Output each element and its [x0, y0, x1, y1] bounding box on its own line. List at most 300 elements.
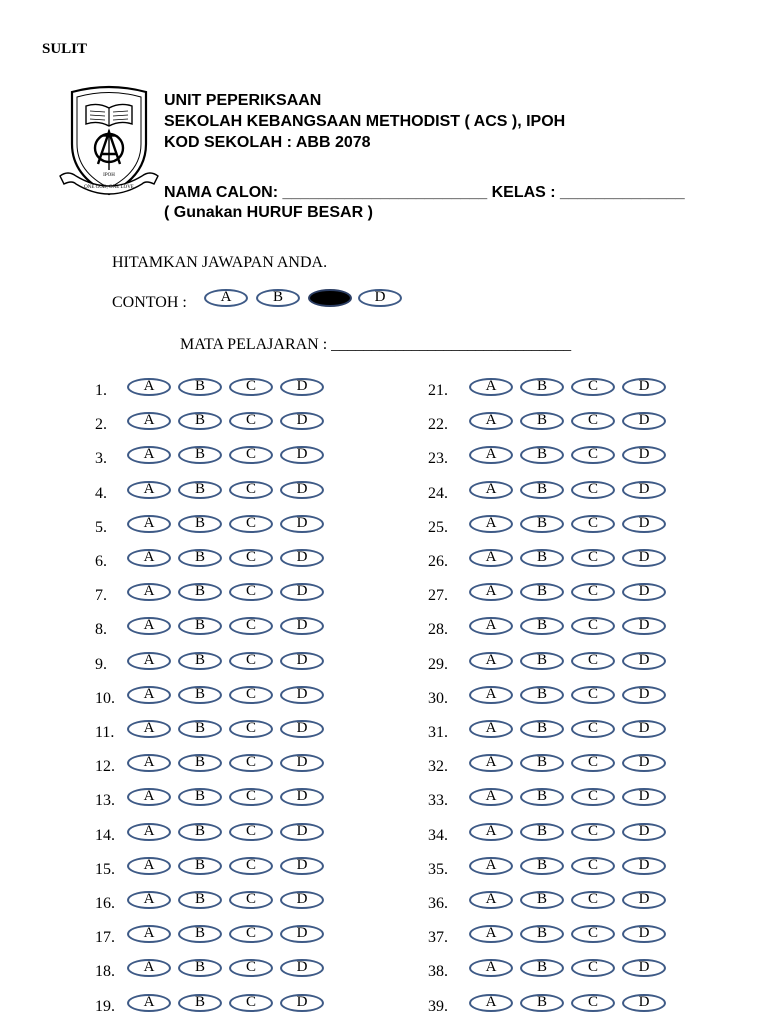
answer-bubble-b[interactable]	[178, 652, 222, 670]
answer-bubble-a[interactable]	[469, 720, 513, 738]
question-number: 23.	[428, 450, 448, 468]
answer-bubble-c[interactable]	[229, 925, 273, 943]
answer-bubble-label: D	[638, 651, 650, 668]
answer-bubble-b[interactable]	[520, 378, 564, 396]
answer-bubble-label: C	[245, 822, 256, 839]
answer-bubble-a[interactable]	[127, 412, 171, 430]
answer-bubble-a[interactable]	[469, 446, 513, 464]
answer-bubble-c[interactable]	[571, 446, 615, 464]
answer-bubble-label: B	[536, 822, 547, 839]
answer-bubble-label: C	[245, 788, 256, 805]
answer-bubble-label: B	[536, 720, 547, 736]
answer-bubble-label: A	[485, 925, 497, 942]
answer-bubble-c[interactable]	[571, 515, 615, 533]
answer-bubble-c[interactable]	[229, 617, 273, 635]
answer-bubble-c[interactable]	[571, 686, 615, 704]
answer-bubble-c[interactable]	[571, 549, 615, 567]
answer-bubble-d[interactable]	[622, 515, 666, 533]
question-number: 35.	[428, 860, 448, 878]
answer-bubble-label: D	[638, 754, 650, 771]
answer-bubble-c[interactable]	[229, 686, 273, 704]
answer-bubble-d[interactable]	[622, 378, 666, 396]
answer-bubble-b[interactable]	[520, 617, 564, 635]
answer-bubble-c[interactable]	[229, 583, 273, 601]
candidate-name-class-line[interactable]: NAMA CALON: _______________________ KELAS : ______________	[164, 184, 685, 201]
answer-bubble-label: D	[296, 446, 308, 463]
answer-bubble-c[interactable]	[571, 481, 615, 499]
answer-bubble-label: A	[485, 549, 497, 565]
answer-bubble-label: A	[143, 412, 155, 429]
answer-bubble-b[interactable]	[178, 686, 222, 704]
answer-bubble-label: A	[143, 856, 155, 873]
answer-bubble-c[interactable]	[229, 994, 273, 1012]
answer-bubble-b[interactable]	[178, 412, 222, 430]
answer-bubble-a[interactable]	[469, 378, 513, 396]
school-crest-logo	[58, 84, 160, 202]
question-number: 10.	[95, 689, 115, 707]
answer-bubble-label: A	[485, 446, 497, 463]
answer-bubble-d[interactable]	[622, 412, 666, 430]
question-number: 29.	[428, 655, 448, 673]
answer-bubble-c[interactable]	[571, 754, 615, 772]
answer-bubble-d[interactable]	[622, 549, 666, 567]
answer-bubble-label: C	[245, 617, 256, 634]
question-number: 14.	[95, 826, 115, 844]
answer-bubble-a[interactable]	[469, 891, 513, 909]
answer-bubble-d[interactable]	[280, 891, 324, 909]
answer-bubble-d[interactable]	[280, 925, 324, 943]
answer-bubble-d[interactable]	[622, 925, 666, 943]
answer-bubble-label: B	[536, 685, 547, 702]
answer-bubble-c[interactable]	[229, 481, 273, 499]
answer-bubble-b[interactable]	[520, 788, 564, 806]
answer-bubble-b[interactable]	[178, 788, 222, 806]
answer-bubble-label: D	[638, 788, 650, 805]
answer-bubble-c[interactable]	[229, 412, 273, 430]
answer-bubble-label: D	[296, 993, 308, 1010]
answer-bubble-a[interactable]	[127, 959, 171, 977]
answer-bubble-label: D	[638, 891, 650, 907]
answer-bubble-a[interactable]	[127, 891, 171, 909]
answer-bubble-label: A	[143, 617, 155, 634]
answer-bubble-label: C	[245, 685, 256, 702]
answer-bubble-label: C	[587, 480, 598, 497]
answer-bubble-label: A	[143, 446, 155, 463]
question-number: 1.	[95, 382, 107, 399]
answer-bubble-label: C	[245, 583, 256, 600]
answer-bubble-a[interactable]	[127, 925, 171, 943]
answer-bubble-label: C	[245, 651, 256, 668]
answer-bubble-b[interactable]	[520, 583, 564, 601]
answer-bubble-label: D	[638, 412, 650, 429]
answer-bubble-a[interactable]	[469, 652, 513, 670]
answer-bubble-d[interactable]	[280, 754, 324, 772]
answer-bubble-label: D	[296, 891, 308, 907]
question-number: 28.	[428, 621, 448, 639]
answer-bubble-d[interactable]	[280, 412, 324, 430]
answer-bubble-label: A	[143, 480, 155, 497]
answer-bubble-c[interactable]	[229, 754, 273, 772]
answer-bubble-label: C	[587, 754, 598, 771]
answer-bubble-d[interactable]	[622, 857, 666, 875]
answer-bubble-label: D	[638, 993, 650, 1010]
answer-bubble-a[interactable]	[127, 481, 171, 499]
answer-bubble-c[interactable]	[571, 720, 615, 738]
answer-bubble-label: C	[587, 583, 598, 600]
answer-bubble-c[interactable]	[229, 823, 273, 841]
answer-bubble-b[interactable]	[178, 857, 222, 875]
answer-bubble-c[interactable]	[571, 994, 615, 1012]
answer-bubble-a[interactable]	[127, 446, 171, 464]
answer-bubble-label: C	[587, 891, 598, 907]
answer-bubble-label: B	[194, 514, 205, 531]
answer-bubble-a[interactable]	[127, 823, 171, 841]
answer-bubble-a[interactable]	[127, 686, 171, 704]
answer-bubble-d[interactable]	[622, 891, 666, 909]
answer-bubble-label: B	[194, 754, 205, 771]
answer-bubble-label: A	[143, 378, 155, 394]
answer-bubble-a[interactable]	[469, 754, 513, 772]
example-bubble-row	[204, 289, 404, 311]
answer-bubble-label: A	[485, 480, 497, 497]
answer-bubble-d[interactable]	[280, 788, 324, 806]
answer-bubble-a[interactable]	[469, 617, 513, 635]
answer-bubble-label: A	[485, 891, 497, 907]
answer-bubble-d[interactable]	[280, 823, 324, 841]
answer-bubble-b[interactable]	[178, 515, 222, 533]
answer-bubble-label: C	[245, 925, 256, 942]
answer-bubble-label: D	[296, 617, 308, 634]
question-number: 4.	[95, 484, 107, 502]
answer-bubble-label: C	[245, 993, 256, 1010]
question-number: 33.	[428, 792, 448, 810]
question-number: 6.	[95, 553, 107, 570]
answer-bubble-c[interactable]	[571, 788, 615, 806]
answer-bubble-label: A	[485, 993, 497, 1010]
answer-bubble-c[interactable]	[229, 720, 273, 738]
answer-bubble-b[interactable]	[520, 994, 564, 1012]
answer-bubble-c[interactable]	[229, 652, 273, 670]
answer-bubble-b[interactable]	[178, 994, 222, 1012]
answer-bubble-c[interactable]	[229, 549, 273, 567]
answer-bubble-label: B	[194, 651, 205, 668]
answer-bubble-b[interactable]	[520, 925, 564, 943]
answer-bubble-label: A	[143, 549, 155, 565]
answer-bubble-d[interactable]	[280, 481, 324, 499]
answer-bubble-label: A	[143, 993, 155, 1010]
answer-bubble-a[interactable]	[127, 549, 171, 567]
answer-bubble-b[interactable]	[178, 549, 222, 567]
answer-bubble-b[interactable]	[178, 617, 222, 635]
question-number: 34.	[428, 826, 448, 844]
answer-bubble-label: C	[245, 959, 256, 976]
example-bubble	[256, 289, 300, 307]
answer-bubble-label: B	[194, 583, 205, 600]
answer-bubble-a[interactable]	[127, 515, 171, 533]
answer-bubble-label: C	[245, 549, 256, 565]
answer-bubble-d[interactable]	[280, 857, 324, 875]
answer-bubble-label: D	[296, 514, 308, 531]
answer-bubble-a[interactable]	[469, 823, 513, 841]
answer-bubble-label: A	[485, 617, 497, 634]
question-number: 7.	[95, 587, 107, 605]
answer-bubble-label: C	[587, 822, 598, 839]
school-name: SEKOLAH KEBANGSAAN METHODIST ( ACS ), IPOH	[164, 113, 566, 130]
answer-bubble-label: A	[485, 378, 497, 394]
answer-bubble-label: D	[638, 480, 650, 497]
answer-bubble-b[interactable]	[178, 925, 222, 943]
answer-bubble-a[interactable]	[127, 994, 171, 1012]
answer-bubble-b[interactable]	[520, 857, 564, 875]
answer-bubble-d[interactable]	[280, 686, 324, 704]
answer-bubble-a[interactable]	[469, 515, 513, 533]
answer-bubble-b[interactable]	[520, 686, 564, 704]
answer-bubble-label: A	[143, 891, 155, 907]
answer-bubble-label: B	[194, 891, 205, 907]
answer-bubble-d[interactable]	[622, 652, 666, 670]
answer-bubble-d[interactable]	[280, 617, 324, 635]
answer-bubble-a[interactable]	[127, 857, 171, 875]
answer-bubble-d[interactable]	[280, 549, 324, 567]
answer-bubble-c[interactable]	[571, 652, 615, 670]
answer-bubble-c[interactable]	[229, 515, 273, 533]
answer-bubble-c[interactable]	[229, 378, 273, 396]
answer-bubble-label: B	[194, 720, 205, 736]
answer-bubble-label: C	[587, 856, 598, 873]
answer-bubble-label: B	[194, 378, 205, 394]
answer-bubble-d[interactable]	[280, 378, 324, 396]
question-number: 30.	[428, 689, 448, 707]
answer-bubble-c[interactable]	[229, 788, 273, 806]
question-number: 32.	[428, 758, 448, 776]
answer-bubble-b[interactable]	[178, 481, 222, 499]
answer-bubble-label: D	[638, 549, 650, 565]
answer-bubble-d[interactable]	[280, 583, 324, 601]
answer-bubble-label: A	[143, 959, 155, 976]
answer-bubble-a[interactable]	[127, 788, 171, 806]
answer-bubble-c[interactable]	[229, 959, 273, 977]
example-bubble-label: B	[272, 289, 283, 305]
answer-bubble-label: A	[485, 651, 497, 668]
answer-bubble-label: B	[194, 617, 205, 634]
answer-bubble-label: A	[485, 856, 497, 873]
answer-bubble-d[interactable]	[622, 788, 666, 806]
answer-bubble-d[interactable]	[280, 994, 324, 1012]
answer-bubble-b[interactable]	[520, 446, 564, 464]
answer-bubble-label: A	[143, 754, 155, 771]
answer-bubble-a[interactable]	[127, 583, 171, 601]
answer-bubble-d[interactable]	[280, 720, 324, 738]
answer-bubble-label: A	[485, 685, 497, 702]
answer-bubble-label: B	[536, 446, 547, 463]
answer-bubble-label: D	[296, 822, 308, 839]
question-number: 5.	[95, 518, 107, 536]
example-bubble-label: A	[220, 289, 232, 305]
school-code: KOD SEKOLAH : ABB 2078	[164, 134, 371, 151]
answer-bubble-d[interactable]	[622, 720, 666, 738]
answer-bubble-label: C	[245, 720, 256, 736]
answer-bubble-d[interactable]	[622, 617, 666, 635]
answer-bubble-c[interactable]	[571, 583, 615, 601]
answer-bubble-label: B	[194, 412, 205, 429]
answer-bubble-a[interactable]	[469, 925, 513, 943]
svg-text:ONE GOD, ONE LOVE: ONE GOD, ONE LOVE	[84, 185, 134, 190]
answer-bubble-b[interactable]	[520, 481, 564, 499]
answer-bubble-label: D	[296, 549, 308, 565]
example-bubble	[358, 289, 402, 307]
answer-bubble-d[interactable]	[280, 446, 324, 464]
question-number: 31.	[428, 724, 448, 741]
answer-bubble-label: B	[536, 788, 547, 805]
answer-bubble-c[interactable]	[571, 925, 615, 943]
answer-bubble-b[interactable]	[520, 412, 564, 430]
answer-bubble-d[interactable]	[280, 652, 324, 670]
answer-bubble-b[interactable]	[178, 823, 222, 841]
question-number: 24.	[428, 484, 448, 502]
answer-bubble-label: C	[587, 925, 598, 942]
answer-bubble-b[interactable]	[178, 720, 222, 738]
answer-bubble-a[interactable]	[469, 481, 513, 499]
answer-bubble-c[interactable]	[571, 823, 615, 841]
answer-bubble-b[interactable]	[520, 891, 564, 909]
question-number: 19.	[95, 997, 115, 1015]
answer-bubble-label: D	[296, 925, 308, 942]
answer-bubble-a[interactable]	[469, 857, 513, 875]
answer-bubble-d[interactable]	[622, 754, 666, 772]
answer-bubble-label: A	[143, 651, 155, 668]
answer-bubble-label: D	[638, 378, 650, 394]
answer-bubble-b[interactable]	[178, 446, 222, 464]
answer-bubble-label: A	[485, 583, 497, 600]
answer-bubble-b[interactable]	[178, 583, 222, 601]
answer-bubble-label: D	[638, 685, 650, 702]
answer-bubble-c[interactable]	[571, 378, 615, 396]
answer-bubble-d[interactable]	[622, 583, 666, 601]
answer-bubble-label: B	[536, 754, 547, 771]
answer-bubble-b[interactable]	[178, 378, 222, 396]
answer-bubble-label: D	[638, 856, 650, 873]
answer-bubble-label: A	[485, 788, 497, 805]
answer-bubble-c[interactable]	[571, 857, 615, 875]
answer-bubble-b[interactable]	[520, 959, 564, 977]
question-number: 15.	[95, 860, 115, 878]
answer-bubble-label: B	[536, 583, 547, 600]
example-bubble-label: D	[374, 289, 386, 305]
question-number: 8.	[95, 621, 107, 639]
answer-bubble-a[interactable]	[469, 549, 513, 567]
answer-bubble-d[interactable]	[622, 686, 666, 704]
answer-bubble-d[interactable]	[280, 959, 324, 977]
answer-bubble-label: D	[296, 651, 308, 668]
answer-bubble-label: C	[245, 412, 256, 429]
answer-bubble-a[interactable]	[127, 652, 171, 670]
answer-bubble-b[interactable]	[520, 720, 564, 738]
answer-bubble-c[interactable]	[229, 891, 273, 909]
answer-bubble-label: A	[143, 720, 155, 736]
answer-bubble-label: B	[194, 480, 205, 497]
answer-bubble-c[interactable]	[229, 857, 273, 875]
answer-bubble-c[interactable]	[571, 617, 615, 635]
answer-bubble-d[interactable]	[280, 515, 324, 533]
answer-bubble-label: A	[143, 822, 155, 839]
answer-bubble-d[interactable]	[622, 994, 666, 1012]
answer-bubble-b[interactable]	[520, 549, 564, 567]
answer-bubble-b[interactable]	[520, 823, 564, 841]
answer-bubble-d[interactable]	[622, 446, 666, 464]
answer-bubble-label: B	[194, 822, 205, 839]
answer-bubble-d[interactable]	[622, 823, 666, 841]
answer-bubble-label: D	[296, 583, 308, 600]
answer-bubble-label: D	[638, 514, 650, 531]
answer-bubble-label: C	[587, 651, 598, 668]
answer-bubble-b[interactable]	[520, 754, 564, 772]
answer-bubble-label: D	[296, 378, 308, 394]
answer-bubble-a[interactable]	[469, 788, 513, 806]
answer-bubble-label: B	[536, 514, 547, 531]
answer-bubble-a[interactable]	[469, 412, 513, 430]
answer-bubble-b[interactable]	[178, 959, 222, 977]
answer-bubble-b[interactable]	[520, 652, 564, 670]
answer-bubble-label: C	[587, 788, 598, 805]
answer-bubble-label: C	[587, 514, 598, 531]
answer-bubble-label: D	[296, 480, 308, 497]
answer-bubble-label: D	[296, 788, 308, 805]
example-bubble	[204, 289, 248, 307]
answer-bubble-c[interactable]	[229, 446, 273, 464]
answer-bubble-b[interactable]	[178, 754, 222, 772]
answer-bubble-a[interactable]	[469, 959, 513, 977]
answer-bubble-a[interactable]	[127, 617, 171, 635]
answer-bubble-c[interactable]	[571, 959, 615, 977]
answer-bubble-label: C	[587, 959, 598, 976]
answer-bubble-label: A	[485, 412, 497, 429]
answer-bubble-c[interactable]	[571, 891, 615, 909]
answer-bubble-a[interactable]	[469, 994, 513, 1012]
answer-bubble-label: B	[536, 549, 547, 565]
answer-bubble-label: B	[194, 959, 205, 976]
answer-bubble-label: B	[194, 446, 205, 463]
answer-bubble-d[interactable]	[622, 481, 666, 499]
answer-bubble-d[interactable]	[622, 959, 666, 977]
answer-bubble-b[interactable]	[178, 891, 222, 909]
question-number: 18.	[95, 963, 115, 981]
answer-bubble-a[interactable]	[469, 583, 513, 601]
question-number: 9.	[95, 655, 107, 673]
answer-bubble-a[interactable]	[127, 720, 171, 738]
question-number: 38.	[428, 963, 448, 981]
answer-bubble-label: A	[485, 720, 497, 736]
answer-bubble-c[interactable]	[571, 412, 615, 430]
answer-bubble-label: D	[638, 446, 650, 463]
answer-bubble-label: B	[194, 925, 205, 942]
answer-bubble-label: A	[485, 514, 497, 531]
answer-bubble-a[interactable]	[127, 378, 171, 396]
answer-bubble-a[interactable]	[469, 686, 513, 704]
answer-bubble-b[interactable]	[520, 515, 564, 533]
question-number: 25.	[428, 518, 448, 536]
answer-bubble-label: B	[536, 412, 547, 429]
answer-bubble-label: C	[245, 514, 256, 531]
answer-bubble-label: C	[245, 480, 256, 497]
answer-bubble-label: D	[296, 856, 308, 873]
subject-line[interactable]: MATA PELAJARAN : ______________________________	[180, 336, 572, 353]
answer-bubble-label: C	[587, 446, 598, 463]
question-number: 11.	[95, 724, 115, 741]
exam-unit-title: UNIT PEPERIKSAAN	[164, 92, 322, 109]
answer-bubble-label: B	[194, 856, 205, 873]
answer-bubble-label: B	[194, 685, 205, 702]
answer-bubble-a[interactable]	[127, 754, 171, 772]
